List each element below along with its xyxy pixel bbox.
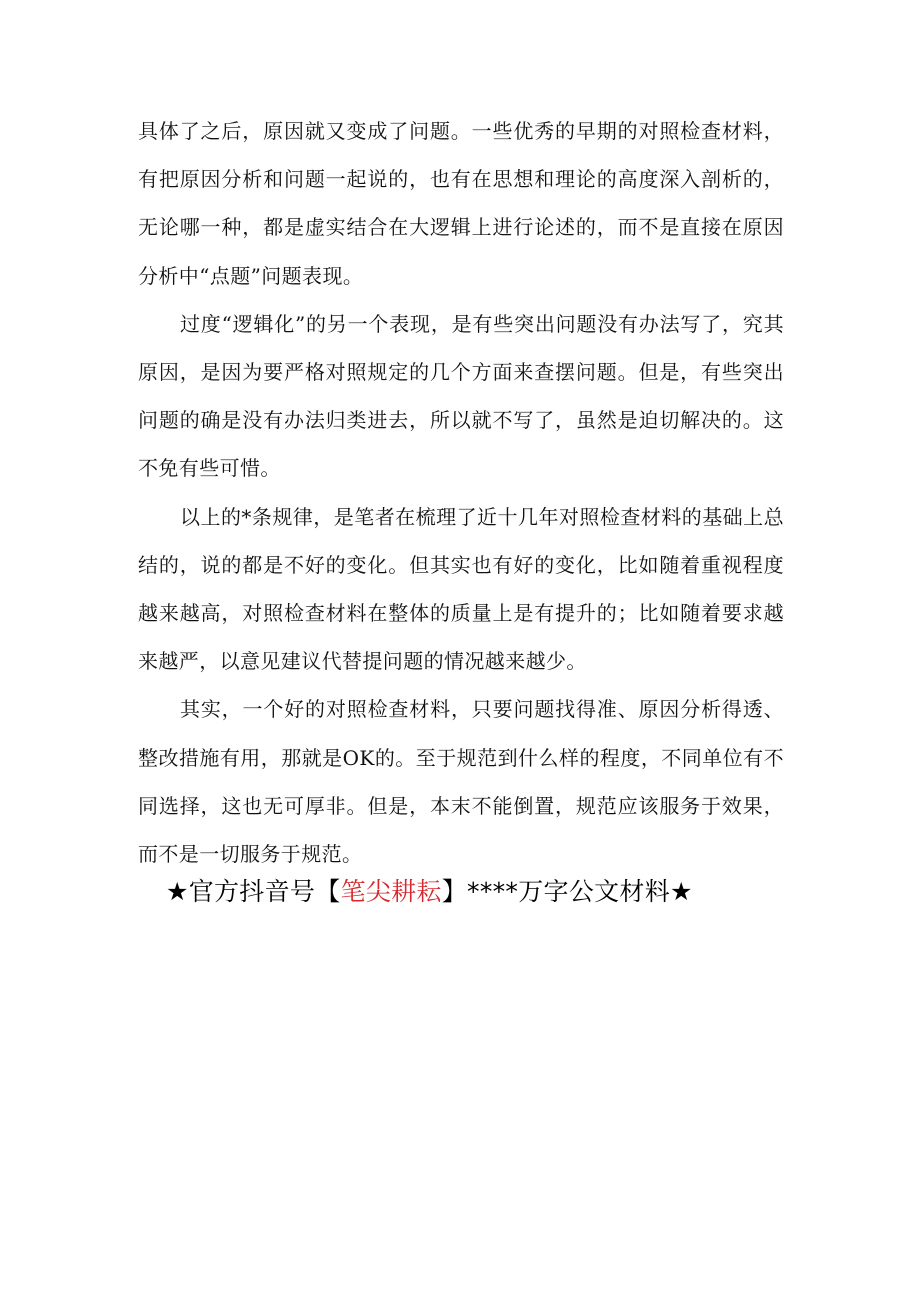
footer-prefix: ★官方抖音号【 [166,877,341,906]
footer-suffix: 】****万字公文材料★ [441,877,693,906]
paragraph-1: 具体了之后，原因就又变成了问题。一些优秀的早期的对照检查材料，有把原因分析和问题一起说的，也有在思想和理论的高度深入剖析的，无论哪一种，都是虚实结合在大逻辑上进行论述的，而不是直接在原因分析中“点题”问题表现。 [138,119,784,288]
paragraph-2: 过度“逻辑化”的另一个表现，是有些突出问题没有办法写了，究其原因，是因为要严格对照规定的几个方面来查摆问题。但是，有些突出问题的确是没有办法归类进去，所以就不写了，虽然是迫切解决的。这不免有些可惜。 [138,311,784,481]
paragraph-4: 其实，一个好的对照检查材料，只要问题找得准、原因分析得透、整改措施有用，那就是OK的。至于规范到什么样的程度，不同单位有不同选择，这也无可厚非。但是，本末不能倒置，规范应该服务于效果，而不是一切服务于规范。 [138,697,784,867]
account-name: 笔尖耕耘 [340,877,442,906]
paragraph-3: 以上的*条规律，是笔者在梳理了近十几年对照检查材料的基础上总结的，说的都是不好的变化。但其实也有好的变化，比如随着重视程度越来越高，对照检查材料在整体的质量上是有提升的；比如随着要求越来越严，以意见建议代替提问题的情况越来越少。 [138,504,784,674]
document-body [138,107,784,878]
footer-promo [166,872,693,912]
